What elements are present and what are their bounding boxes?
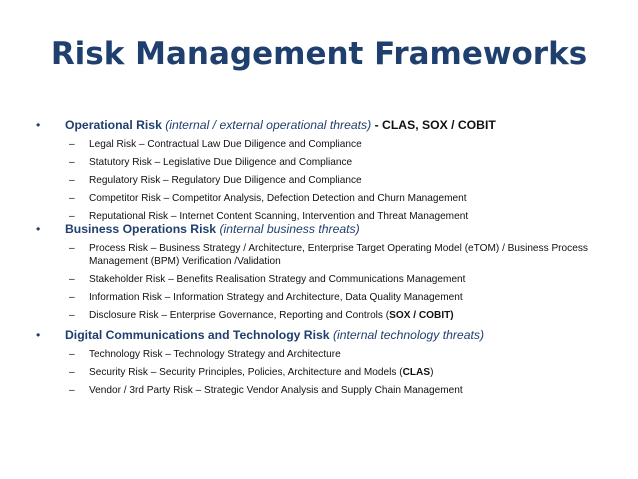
item-text: Legal Risk – Contractual Law Due Diligence and Compliance xyxy=(89,139,362,150)
list-item xyxy=(36,273,616,286)
dash-icon: – xyxy=(69,211,75,222)
list-item xyxy=(36,291,616,304)
heading-description: (internal technology threats) xyxy=(332,328,485,342)
item-text: Disclosure Risk – Enterprise Governance, Reporting and Controls ( xyxy=(89,310,390,321)
bullet-icon: • xyxy=(36,328,41,342)
sub-list xyxy=(36,348,616,397)
list-item xyxy=(36,348,616,361)
section-heading xyxy=(36,328,616,343)
item-text: Security Risk – Security Principles, Policies, Architecture and Models ( xyxy=(89,367,403,378)
item-bold-text: CLAS xyxy=(402,367,431,378)
slide-title: Risk Management Frameworks xyxy=(50,36,588,72)
dash-icon: – xyxy=(69,385,75,396)
list-item xyxy=(36,309,616,322)
dash-icon: – xyxy=(69,349,75,360)
section-digital-communications-risk xyxy=(36,328,616,402)
dash-icon: – xyxy=(69,274,75,285)
heading-description: (internal business threats) xyxy=(219,222,360,236)
dash-icon: – xyxy=(69,157,75,168)
section-heading xyxy=(36,118,616,133)
heading-label: Business Operations Risk xyxy=(65,222,217,236)
list-item xyxy=(36,138,616,151)
list-item xyxy=(36,192,616,205)
bullet-icon: • xyxy=(36,118,41,132)
list-item xyxy=(36,156,616,169)
dash-icon: – xyxy=(69,175,75,186)
dash-icon: – xyxy=(69,292,75,303)
dash-icon: – xyxy=(69,243,75,254)
item-text: Statutory Risk – Legislative Due Diligence and Compliance xyxy=(89,157,353,168)
list-item xyxy=(36,366,616,379)
section-business-operations-risk xyxy=(36,222,616,327)
list-item xyxy=(36,174,616,187)
list-item xyxy=(36,242,616,268)
dash-icon: – xyxy=(69,139,75,150)
item-text: Regulatory Risk – Regulatory Due Diligence and Compliance xyxy=(89,175,362,186)
heading-frameworks: - CLAS, SOX / COBIT xyxy=(371,118,496,132)
dash-icon: – xyxy=(69,193,75,204)
item-close-paren: ) xyxy=(450,310,454,321)
sub-list xyxy=(36,138,616,223)
item-text: Information Risk – Information Strategy and Architecture, Data Quality Management xyxy=(89,292,463,303)
heading-label: Operational Risk xyxy=(65,118,162,132)
sub-list xyxy=(36,242,616,322)
item-text: Competitor Risk – Competitor Analysis, Defection Detection and Churn Management xyxy=(89,193,467,204)
item-text: Process Risk – Business Strategy / Architecture, Enterprise Target Operating Model (eTOM) / Business Process Management (BPM) Verification /Validation xyxy=(89,243,588,267)
item-text: Technology Risk – Technology Strategy and Architecture xyxy=(89,349,341,360)
item-text: Vendor / 3rd Party Risk – Strategic Vendor Analysis and Supply Chain Management xyxy=(89,385,463,396)
item-text: Stakeholder Risk – Benefits Realisation Strategy and Communications Management xyxy=(89,274,466,285)
item-text: Reputational Risk – Internet Content Scanning, Intervention and Threat Management xyxy=(89,211,469,222)
list-item xyxy=(36,384,616,397)
section-operational-risk xyxy=(36,118,616,228)
item-bold-text: SOX / COBIT xyxy=(389,310,451,321)
section-heading xyxy=(36,222,616,237)
dash-icon: – xyxy=(69,310,75,321)
dash-icon: – xyxy=(69,367,75,378)
bullet-icon: • xyxy=(36,222,41,236)
heading-label: Digital Communications and Technology Risk xyxy=(65,328,330,342)
heading-description: (internal / external operational threats) xyxy=(165,118,372,132)
item-close-paren: ) xyxy=(430,367,434,378)
